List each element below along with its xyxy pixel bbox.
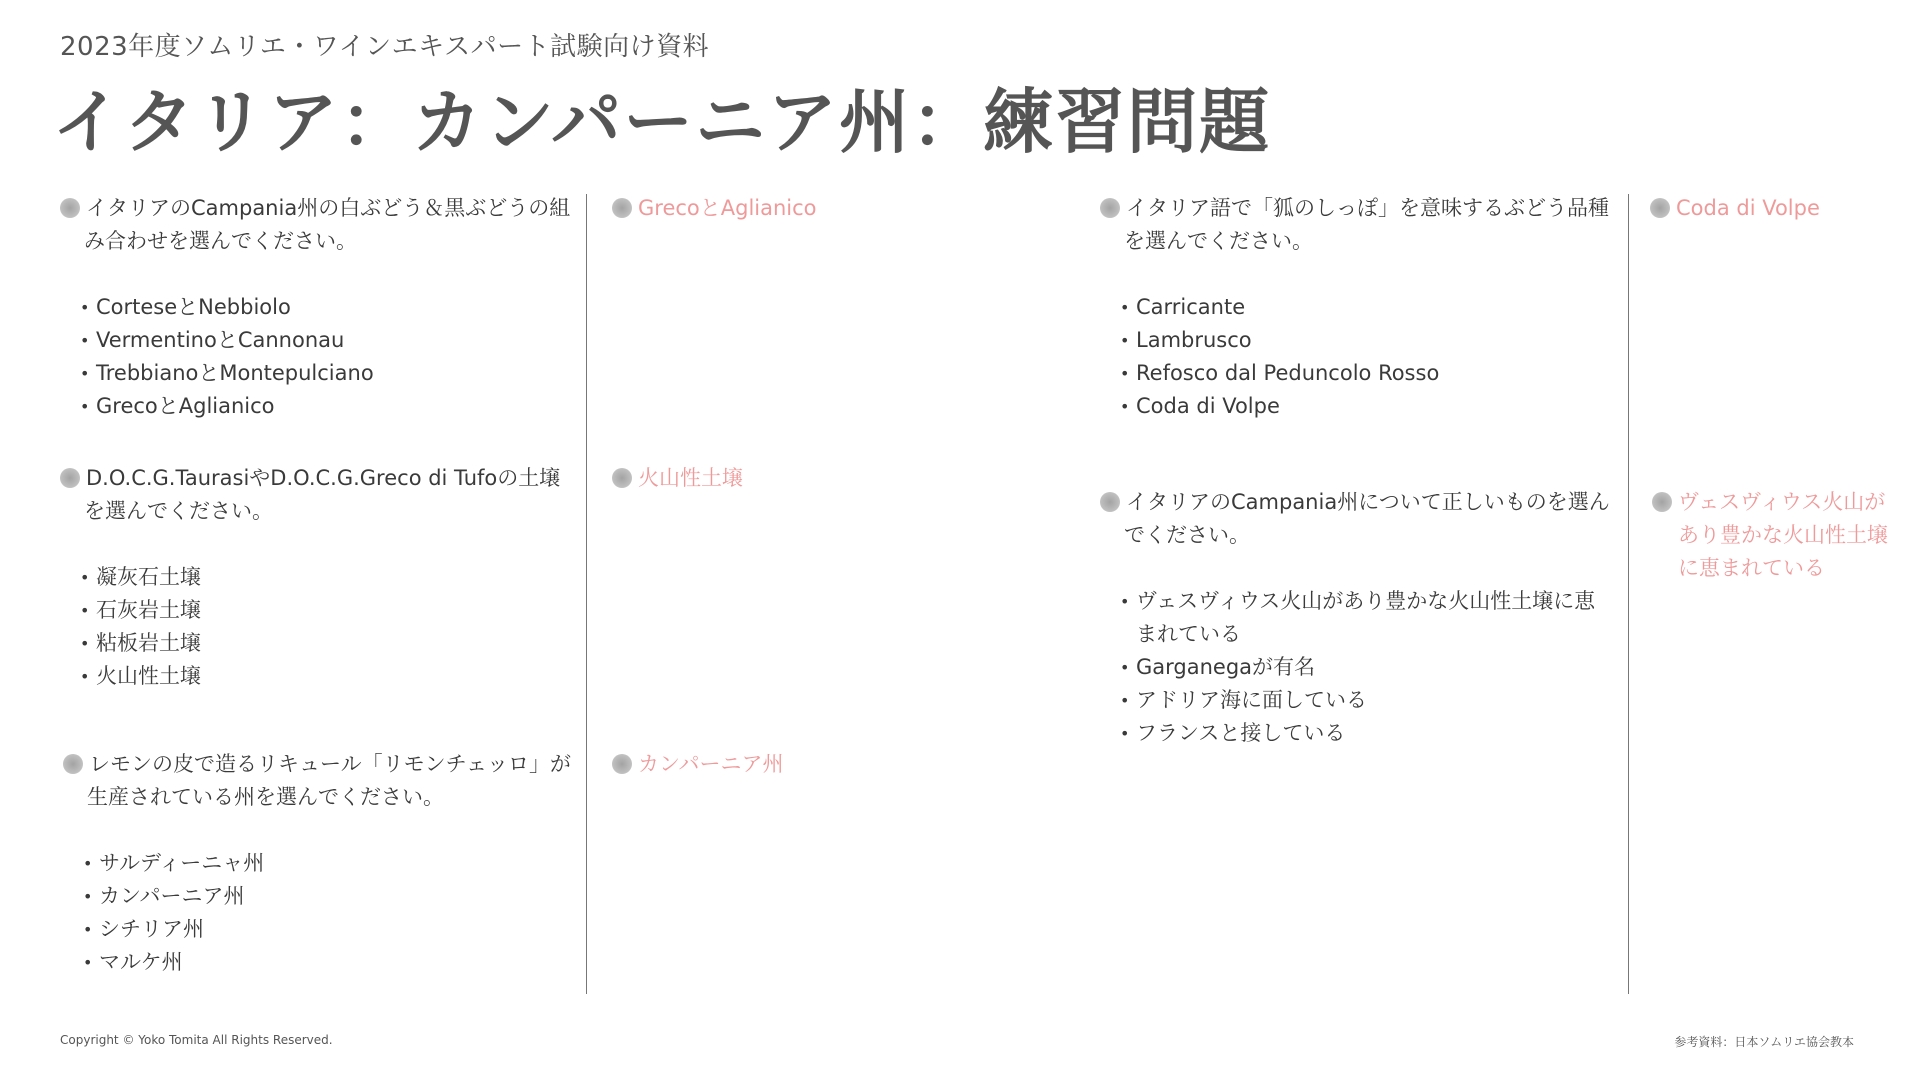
answer-block-5 [1652, 486, 1888, 585]
option-item: • サルディーニャ州 [83, 847, 581, 880]
page-subtitle: 2023年度ソムリエ・ワインエキスパート試験向け資料 [60, 32, 710, 62]
copyright-text: Copyright © Yoko Tomita All Rights Reserved. [60, 1033, 333, 1047]
option-item: • 粘板岩土壌 [80, 627, 580, 660]
page-title: イタリア：カンパーニア州：練習問題 [52, 81, 1272, 163]
option-item: • マルケ州 [83, 946, 581, 979]
options-list [63, 847, 581, 979]
question-text: イタリア語で「狐のしっぽ」を意味するぶどう品種を選んでください。 [1124, 196, 1609, 253]
option-item: • CorteseとNebbiolo [80, 291, 580, 324]
bullet-circle-icon [60, 468, 80, 488]
answer-block-3 [612, 748, 972, 781]
answer-text: ヴェスヴィウス火山があり豊かな火山性土壌に恵まれている [1678, 490, 1888, 580]
answer-block-1 [612, 192, 972, 225]
option-item: • ヴェスヴィウス火山があり豊かな火山性土壌に恵まれている [1120, 585, 1610, 651]
question-block-2 [60, 462, 580, 693]
bullet-circle-icon [63, 754, 83, 774]
option-item: • フランスと接している [1120, 717, 1610, 750]
question-text: イタリアのCampania州について正しいものを選んでください。 [1124, 490, 1610, 547]
options-list [60, 291, 580, 423]
bullet-circle-icon [1100, 198, 1120, 218]
question-block-5 [1100, 486, 1610, 750]
question-block-1 [60, 192, 580, 423]
option-item: • Carricante [1120, 291, 1620, 324]
bullet-circle-icon [60, 198, 80, 218]
option-item: • 火山性土壌 [80, 660, 580, 693]
reference-text: 参考資料：日本ソムリエ協会教本 [1674, 1035, 1854, 1049]
column-divider-left [586, 194, 587, 994]
bullet-circle-icon [612, 754, 632, 774]
answer-text: カンパーニア州 [638, 752, 784, 776]
bullet-circle-icon [612, 198, 632, 218]
options-list [1100, 585, 1610, 750]
option-item: • TrebbianoとMontepulciano [80, 357, 580, 390]
option-item: • Coda di Volpe [1120, 390, 1620, 423]
option-item: • Garganegaが有名 [1120, 651, 1610, 684]
question-block-3 [63, 748, 581, 979]
option-item: • Lambrusco [1120, 324, 1620, 357]
answer-text: 火山性土壌 [638, 466, 743, 490]
option-item: • 凝灰石土壌 [80, 561, 580, 594]
bullet-circle-icon [1652, 492, 1672, 512]
question-text: D.O.C.G.TaurasiやD.O.C.G.Greco di Tufoの土壌を選んでください。 [84, 466, 561, 523]
options-list [60, 561, 580, 693]
option-item: • Refosco dal Peduncolo Rosso [1120, 357, 1620, 390]
option-item: • 石灰岩土壌 [80, 594, 580, 627]
question-block-4 [1100, 192, 1620, 423]
answer-text: Coda di Volpe [1676, 196, 1820, 220]
bullet-circle-icon [612, 468, 632, 488]
bullet-circle-icon [1650, 198, 1670, 218]
answer-text: GrecoとAglianico [638, 196, 817, 220]
option-item: • GrecoとAglianico [80, 390, 580, 423]
options-list [1100, 291, 1620, 423]
question-text: レモンの皮で造るリキュール「リモンチェッロ」が生産されている州を選んでください。 [87, 752, 571, 809]
question-text: イタリアのCampania州の白ぶどう＆黒ぶどうの組み合わせを選んでください。 [84, 196, 571, 253]
column-divider-right [1628, 194, 1629, 994]
option-item: • シチリア州 [83, 913, 581, 946]
option-item: • カンパーニア州 [83, 880, 581, 913]
answer-block-4 [1650, 192, 1870, 225]
option-item: • VermentinoとCannonau [80, 324, 580, 357]
option-item: • アドリア海に面している [1120, 684, 1610, 717]
bullet-circle-icon [1100, 492, 1120, 512]
answer-block-2 [612, 462, 972, 495]
